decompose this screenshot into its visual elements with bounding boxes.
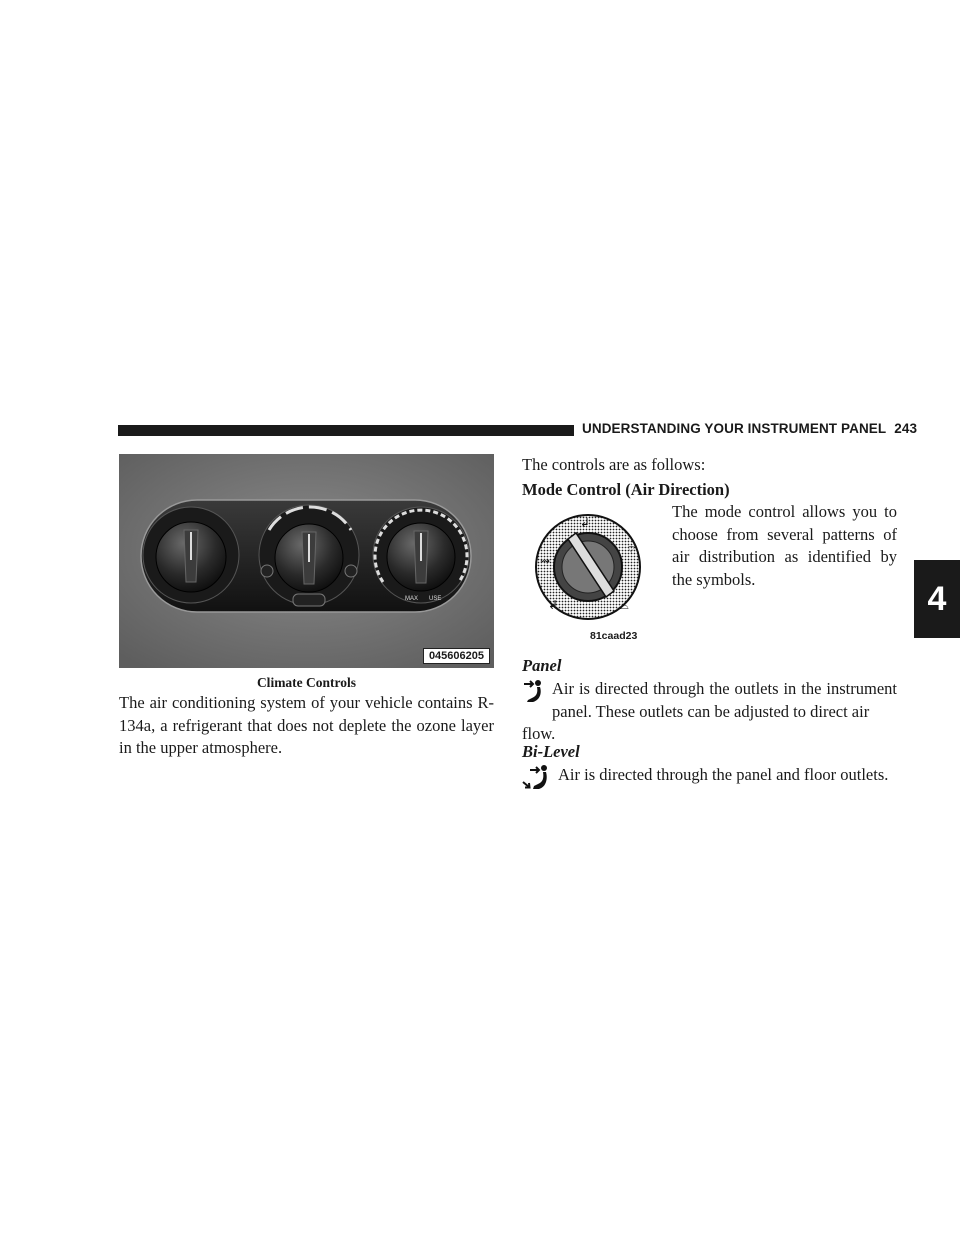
climate-controls-illustration: [119, 454, 494, 668]
svg-text:↲: ↲: [548, 598, 559, 612]
mode-image-id: 81caad23: [590, 630, 638, 642]
panel-paragraph: [522, 678, 897, 746]
mode-control-text: The mode control allows you to choose from several patterns of air distribution as identified by the symbols.: [672, 502, 897, 589]
running-header: [582, 421, 917, 436]
use-label: USE: [429, 596, 442, 602]
bi-level-heading: Bi-Level: [522, 742, 580, 761]
section-title: UNDERSTANDING YOUR INSTRUMENT PANEL: [582, 421, 887, 436]
photo-id: 045606205: [423, 648, 490, 664]
bi-level-vent-icon: [522, 762, 552, 792]
climate-controls-photo: [119, 454, 494, 668]
mode-dial-image: [534, 513, 668, 633]
bi-level-text: Air is directed through the panel and floor outlets.: [558, 765, 889, 784]
svg-text:⌔: ⌔: [626, 543, 637, 556]
figure-caption: Climate Controls: [256, 675, 357, 690]
page-number: 243: [894, 421, 918, 436]
controls-intro: The controls are as follows:: [522, 455, 706, 474]
panel-text-tail: flow.: [522, 724, 556, 743]
header-rule: [118, 425, 574, 436]
refrigerant-paragraph: The air conditioning system of your vehicle contains R-134a, a refrigerant that does not deplete the ozone layer in the upper atmosphere.: [119, 693, 494, 757]
svg-text:⇝: ⇝: [540, 554, 551, 568]
mode-control-heading: Mode Control (Air Direction): [522, 480, 730, 499]
svg-text:⌓: ⌓: [620, 599, 629, 612]
max-label: MAX: [405, 596, 419, 602]
svg-text:↲: ↲: [580, 516, 591, 530]
panel-text: Air is directed through the outlets in the instrument panel. These outlets can be adjusted to direct air: [552, 679, 897, 721]
mode-dial-illustration: [534, 513, 668, 633]
chapter-tab: 4: [914, 560, 960, 638]
panel-heading: Panel: [522, 656, 562, 675]
